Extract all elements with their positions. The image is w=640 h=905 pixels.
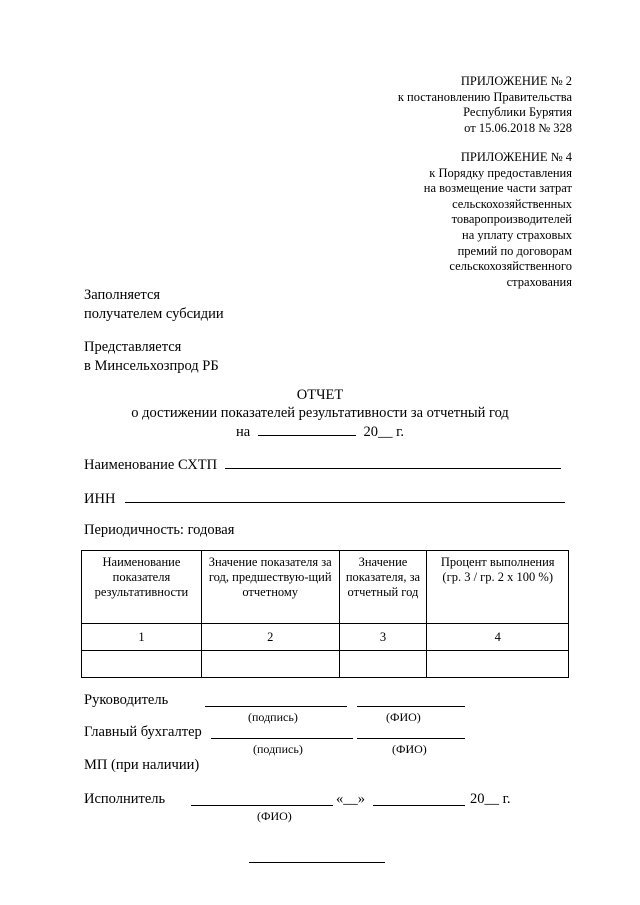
- table-input-cell[interactable]: [427, 651, 569, 678]
- appendix-2-line: к постановлению Правительства: [397, 89, 572, 104]
- appendix-4-line: ПРИЛОЖЕНИЕ № 4: [460, 150, 572, 164]
- appendix-4-line: товаропроизводителей: [451, 212, 572, 227]
- appendix-4-line: сельскохозяйственных: [452, 196, 572, 211]
- appendix-4-line: на возмещение части затрат: [423, 181, 572, 196]
- column-number-cell: 4: [427, 624, 569, 651]
- submitted-to-line-1: Представляется: [84, 339, 182, 355]
- appendix-4-line: сельскохозяйственного: [449, 259, 572, 274]
- year-blank-line[interactable]: [258, 422, 356, 436]
- name-field-row: [84, 455, 561, 474]
- appendix-2-line: от 15.06.2018 № 328: [464, 120, 572, 135]
- year-suffix: 20__ г.: [363, 424, 404, 440]
- executor-label: Исполнитель: [84, 791, 166, 807]
- appendix-4-line: премий по договорам: [457, 243, 572, 258]
- inn-label: ИНН: [84, 491, 116, 507]
- appendix-2-line: Республики Бурятия: [463, 105, 572, 120]
- head-fio-line[interactable]: [357, 706, 465, 707]
- accountant-signature-caption: (подпись): [253, 742, 303, 756]
- report-title-main: ОТЧЕТ: [296, 387, 344, 403]
- column-number-cell: 2: [201, 624, 339, 651]
- appendix-2-line: ПРИЛОЖЕНИЕ № 2: [460, 74, 572, 88]
- table-header-cell: Наименование показателя результативности: [82, 551, 202, 624]
- inn-field-row: [84, 489, 565, 508]
- name-label: Наименование СХТП: [84, 457, 218, 473]
- table-header-row: [82, 551, 569, 624]
- executor-date-year: 20__ г.: [470, 791, 511, 807]
- head-signature-caption: (подпись): [248, 710, 298, 724]
- executor-fio-caption: (ФИО): [257, 809, 292, 823]
- filled-by-note: [84, 286, 224, 324]
- filled-by-line-1: Заполняется: [84, 287, 161, 303]
- head-signature-line[interactable]: [205, 706, 347, 707]
- stamp-label: МП (при наличии): [84, 757, 200, 773]
- appendix-4-line: на уплату страховых: [462, 227, 572, 242]
- submitted-to-note: [84, 338, 219, 376]
- head-fio-caption: (ФИО): [386, 710, 421, 724]
- head-label: Руководитель: [84, 692, 169, 708]
- accountant-fio-line[interactable]: [357, 738, 465, 739]
- executor-date-month-line[interactable]: [373, 805, 465, 806]
- accountant-signature-line[interactable]: [211, 738, 353, 739]
- report-title-subtitle: о достижении показателей результативности за отчетный год: [131, 405, 509, 421]
- footer-separator-line: [249, 862, 385, 863]
- executor-fio-line[interactable]: [191, 805, 333, 806]
- accountant-fio-caption: (ФИО): [392, 742, 427, 756]
- report-title-year-row: [0, 422, 640, 441]
- column-number-cell: 1: [82, 624, 202, 651]
- table-data-row: [82, 651, 569, 678]
- appendix-2-header: [398, 74, 572, 136]
- table-input-cell[interactable]: [339, 651, 427, 678]
- column-number-cell: 3: [339, 624, 427, 651]
- inn-blank-line[interactable]: [125, 489, 565, 503]
- report-table: [81, 550, 569, 678]
- table-header-cell: Значение показателя, за отчетный год: [339, 551, 427, 624]
- appendix-4-line: к Порядку предоставления: [429, 165, 572, 180]
- table-input-cell[interactable]: [82, 651, 202, 678]
- table-number-row: [82, 624, 569, 651]
- appendix-4-header: [424, 150, 572, 290]
- filled-by-line-2: получателем субсидии: [84, 306, 224, 322]
- executor-date-day[interactable]: «__»: [336, 791, 365, 807]
- accountant-label: Главный бухгалтер: [84, 724, 202, 740]
- table-header-cell: Процент выполнения (гр. 3 / гр. 2 х 100 %): [427, 551, 569, 624]
- report-title: [0, 386, 640, 441]
- year-prefix: на: [235, 424, 251, 440]
- appendix-4-line: страхования: [506, 274, 572, 289]
- table-header-cell: Значение показателя за год, предшествую-щий отчетному: [201, 551, 339, 624]
- periodicity-text: Периодичность: годовая: [84, 522, 235, 538]
- name-blank-line[interactable]: [225, 455, 561, 469]
- table-input-cell[interactable]: [201, 651, 339, 678]
- submitted-to-line-2: в Минсельхозпрод РБ: [84, 358, 219, 374]
